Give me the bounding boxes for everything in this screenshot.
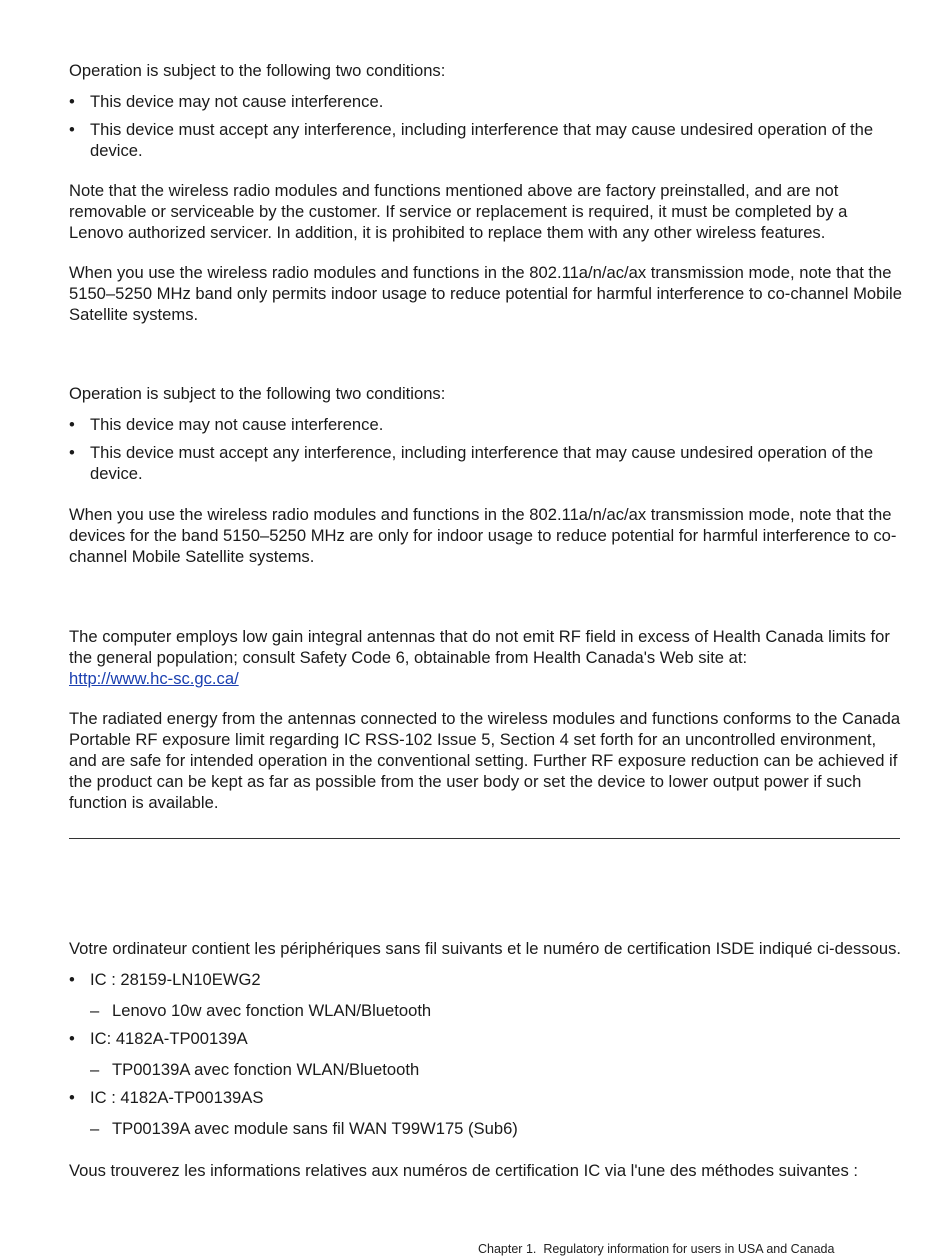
conditions-intro: Operation is subject to the following two conditions:: [69, 61, 446, 80]
conditions-intro: Operation is subject to the following two conditions:: [69, 384, 446, 403]
conditions-list: [69, 414, 904, 484]
footer-chapter: Chapter 1.: [478, 1242, 537, 1256]
list-item: • This device must accept any interference, including interference that may cause undesired operation of the device.: [69, 119, 904, 161]
device-description: – Lenovo 10w avec fonction WLAN/Bluetooth: [69, 1000, 904, 1021]
list-item: [69, 1087, 904, 1139]
list-item: [69, 969, 904, 1021]
device-sublist: [69, 1000, 904, 1021]
antenna-text: The computer employs low gain integral antennas that do not emit RF field in excess of Health Canada limits for the general population; consult Safety Code 6, obtainable from Health Canada's Web site at:: [69, 627, 890, 667]
certification-methods-intro: Vous trouverez les informations relatives aux numéros de certification IC via l'une des méthodes suivantes :: [69, 1161, 858, 1180]
preinstalled-note: Note that the wireless radio modules and functions mentioned above are factory preinstalled, and are not removable or serviceable by the customer. If service or replacement is required, it must be completed by a Lenovo authorized servicer. In addition, it is prohibited to replace them with any other wireless features.: [69, 181, 848, 242]
antenna-paragraph: [69, 626, 904, 689]
device-sublist: [69, 1059, 904, 1080]
transmission-note: When you use the wireless radio modules and functions in the 802.11a/n/ac/ax transmission mode, note that the devices for the band 5150–5250 MHz are only for indoor usage to reduce potential for harmful interference to co-channel Mobile Satellite systems.: [69, 505, 897, 566]
health-canada-link[interactable]: http://www.hc-sc.gc.ca/: [69, 669, 239, 688]
ic-number: IC : 4182A-TP00139AS: [90, 1088, 264, 1107]
list-item: • This device must accept any interference, including interference that may cause undesired operation of the device.: [69, 442, 904, 484]
page-footer: [478, 1241, 834, 1257]
device-description: – TP00139A avec module sans fil WAN T99W175 (Sub6): [69, 1118, 904, 1139]
list-item: • This device may not cause interference.: [69, 91, 904, 112]
list-item: [69, 1028, 904, 1080]
conditions-list: [69, 91, 904, 161]
list-item: • This device may not cause interference.: [69, 414, 904, 435]
device-description: – TP00139A avec fonction WLAN/Bluetooth: [69, 1059, 904, 1080]
ic-number: IC : 28159-LN10EWG2: [90, 970, 261, 989]
section-divider: [69, 838, 900, 839]
document-page: [69, 60, 904, 1181]
footer-title: Regulatory information for users in USA and Canada: [543, 1242, 835, 1256]
ic-number: IC: 4182A-TP00139A: [90, 1029, 248, 1048]
transmission-note: When you use the wireless radio modules and functions in the 802.11a/n/ac/ax transmission mode, note that the 5150–5250 MHz band only permits indoor usage to reduce potential for harmful interference to co-channel Mobile Satellite systems.: [69, 263, 902, 324]
device-sublist: [69, 1118, 904, 1139]
devices-intro: Votre ordinateur contient les périphériques sans fil suivants et le numéro de certification ISDE indiqué ci-dessous.: [69, 939, 901, 958]
radiated-energy-paragraph: The radiated energy from the antennas connected to the wireless modules and functions conforms to the Canada Portable RF exposure limit regarding IC RSS-102 Issue 5, Section 4 set forth for an uncontrolled environment, and are safe for intended operation in the conventional setting. Further RF exposure reduction can be achieved if the product can be kept as far as possible from the user body or set the device to lower output power if such function is available.: [69, 709, 901, 812]
devices-list: [69, 969, 904, 1139]
